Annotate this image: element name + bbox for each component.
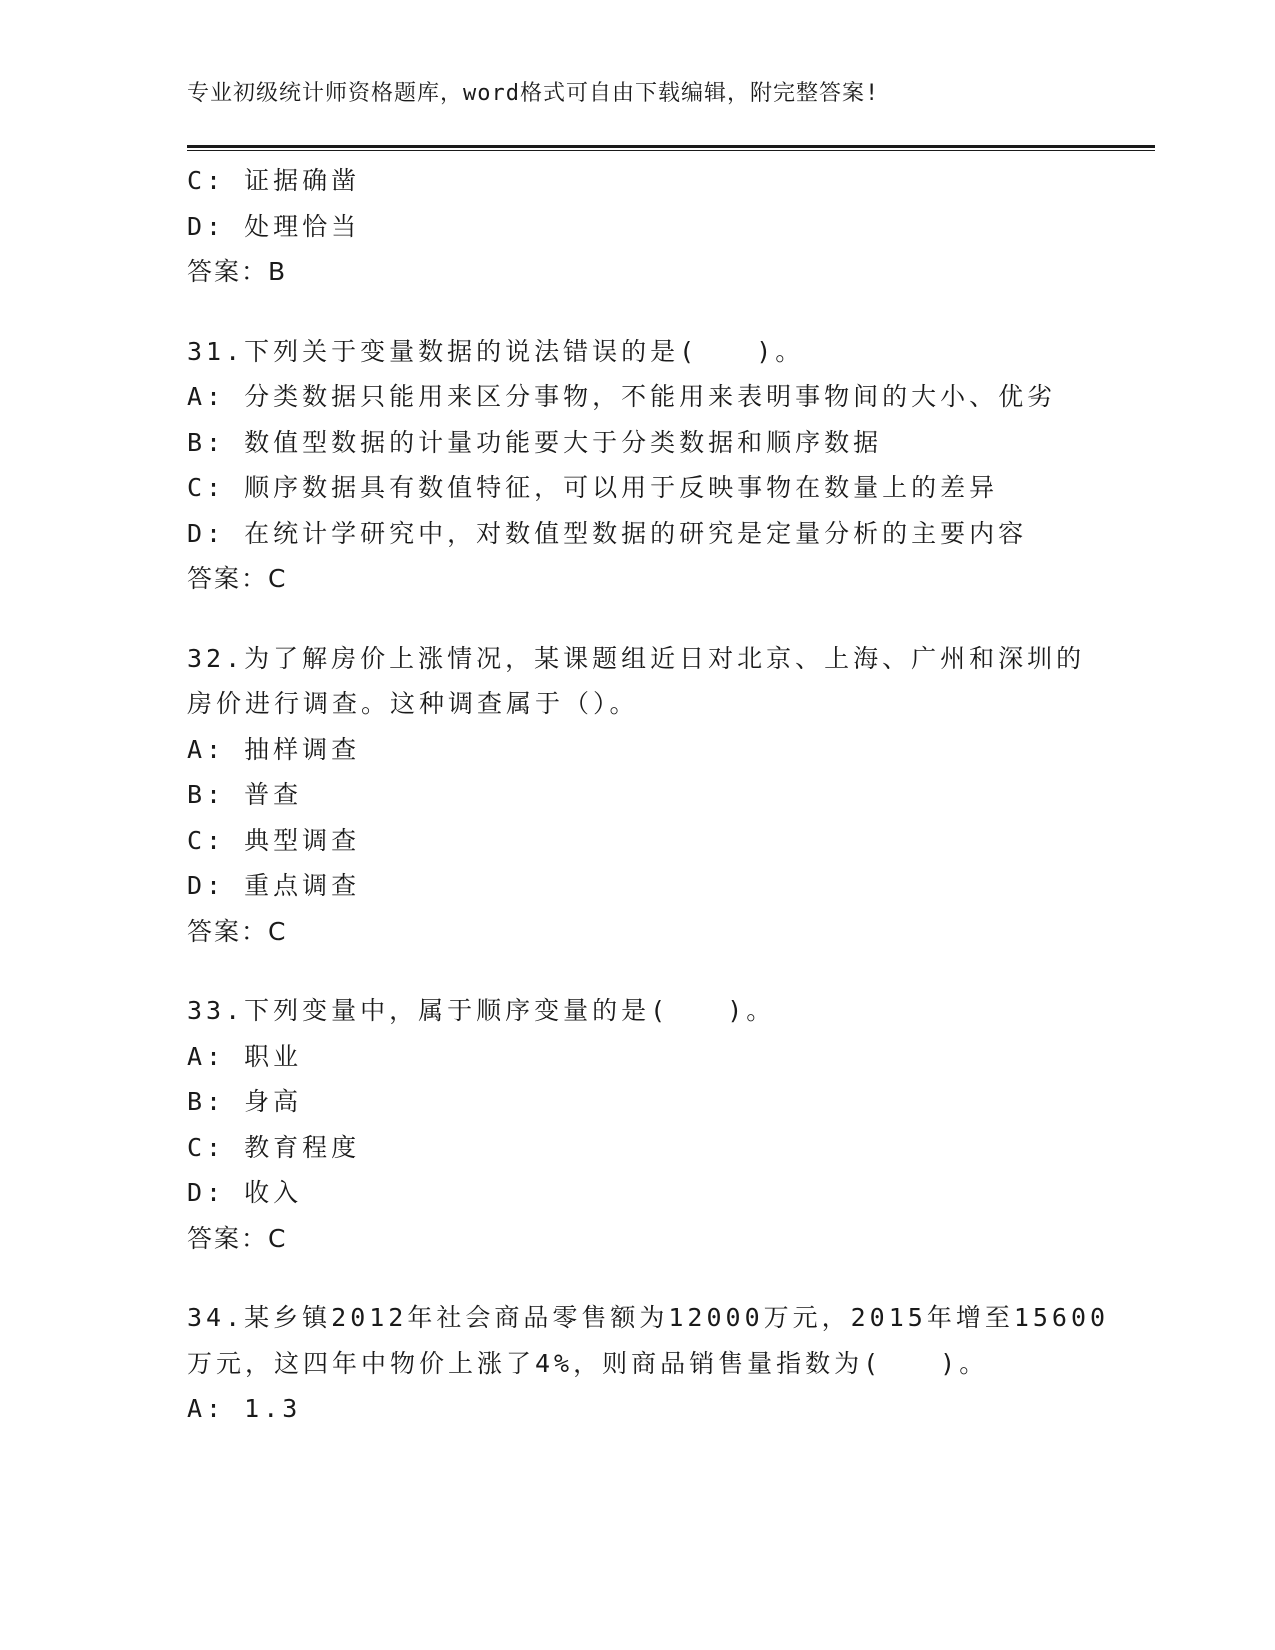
option-d: D: 收入 xyxy=(187,1178,303,1207)
answer-line: 答案：C xyxy=(187,1223,288,1253)
option-c: C: 典型调查 xyxy=(187,825,361,855)
header-divider-thin xyxy=(187,150,1155,151)
answer-line: 答案：C xyxy=(187,916,288,946)
option-c: C: 教育程度 xyxy=(187,1132,361,1162)
option-a: A: 分类数据只能用来区分事物，不能用来表明事物间的大小、优劣 xyxy=(187,382,1057,411)
option-a: A: 1.3 xyxy=(187,1394,302,1423)
question-stem: 32.为了解房价上涨情况，某课题组近日对北京、上海、广州和深圳的 xyxy=(187,643,1086,673)
answer-line: 答案：B xyxy=(187,257,288,286)
option-a: A: 职业 xyxy=(187,1041,303,1071)
option-c: C: 证据确凿 xyxy=(187,166,361,195)
question-stem: 33.下列变量中，属于顺序变量的是( )。 xyxy=(187,996,776,1025)
option-d: D: 重点调查 xyxy=(187,871,361,900)
option-b: B: 数值型数据的计量功能要大于分类数据和顺序数据 xyxy=(187,427,883,457)
question-content xyxy=(187,158,1155,1432)
question-stem: 34.某乡镇2012年社会商品零售额为12000万元，2015年增至15600 xyxy=(187,1303,1110,1332)
option-c: C: 顺序数据具有数值特征，可以用于反映事物在数量上的差异 xyxy=(187,473,999,502)
option-d: D: 在统计学研究中，对数值型数据的研究是定量分析的主要内容 xyxy=(187,518,1028,548)
question-stem: 31.下列关于变量数据的说法错误的是( )。 xyxy=(187,336,805,366)
question-stem-continued: 房价进行调查。这种调查属于（）。 xyxy=(187,689,639,718)
option-b: B: 普查 xyxy=(187,780,303,809)
option-a: A: 抽样调查 xyxy=(187,734,361,764)
question-stem-continued: 万元，这四年中物价上涨了4%，则商品销售量指数为( )。 xyxy=(187,1348,989,1378)
option-b: B: 身高 xyxy=(187,1087,303,1116)
page-header: 专业初级统计师资格题库，word格式可自由下载编辑，附完整答案! xyxy=(187,81,880,106)
header-divider-thick xyxy=(187,145,1155,148)
option-d: D: 处理恰当 xyxy=(187,211,361,241)
answer-line: 答案：C xyxy=(187,564,288,593)
